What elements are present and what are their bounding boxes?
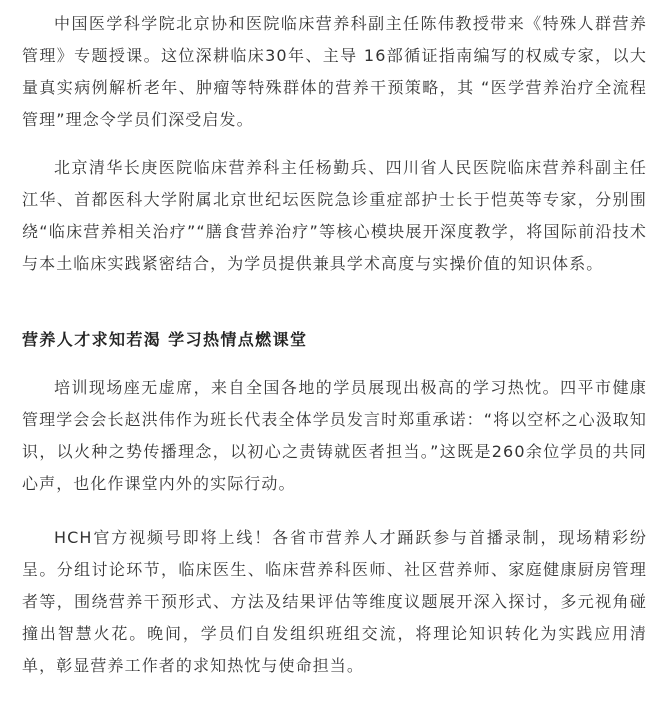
- paragraph-hch-video-channel: HCH官方视频号即将上线！各省市营养人才踊跃参与首播录制，现场精彩纷呈。分组讨论环节，临床医生、临床营养科医师、社区营养师、家庭健康厨房管理者等，围绕营养干预形式、方法及结果评估等维度议题展开深入探讨，多元视角碰撞出智慧火花。晚间，学员们自发组织班组交流，将理论知识转化为实践应用清单，彰显营养工作者的求知热忱与使命担当。: [22, 528, 647, 675]
- paragraph-chen-wei-lecture: 中国医学科学院北京协和医院临床营养科副主任陈伟教授带来《特殊人群营养管理》专题授课。这位深耕临床30年、主导 16部循证指南编写的权威专家，以大量真实病例解析老年、肿瘤等特殊群体的营养干预策略，其 “医学营养治疗全流程管理”理念令学员们深受启发。: [22, 14, 647, 129]
- paragraph-learning-enthusiasm: 培训现场座无虚席，来自全国各地的学员展现出极高的学习热忱。四平市健康管理学会会长赵洪伟作为班长代表全体学员发言时郑重承诺：“将以空杯之心汲取知识，以火种之势传播理念，以初心之责铸就医者担当。”这既是260余位学员的共同心声，也化作课堂内外的实际行动。: [22, 378, 647, 493]
- paragraph-expert-teaching: 北京清华长庚医院临床营养科主任杨勤兵、四川省人民医院临床营养科副主任江华、首都医科大学附属北京世纪坛医院急诊重症部护士长于恺英等专家，分别围绕“临床营养相关治疗”“膳食营养治疗”等核心模块展开深度教学，将国际前沿技术与本土临床实践紧密结合，为学员提供兼具学术高度与实操价值的知识体系。: [22, 158, 647, 273]
- section-heading: 营养人才求知若渴 学习热情点燃课堂: [22, 330, 308, 349]
